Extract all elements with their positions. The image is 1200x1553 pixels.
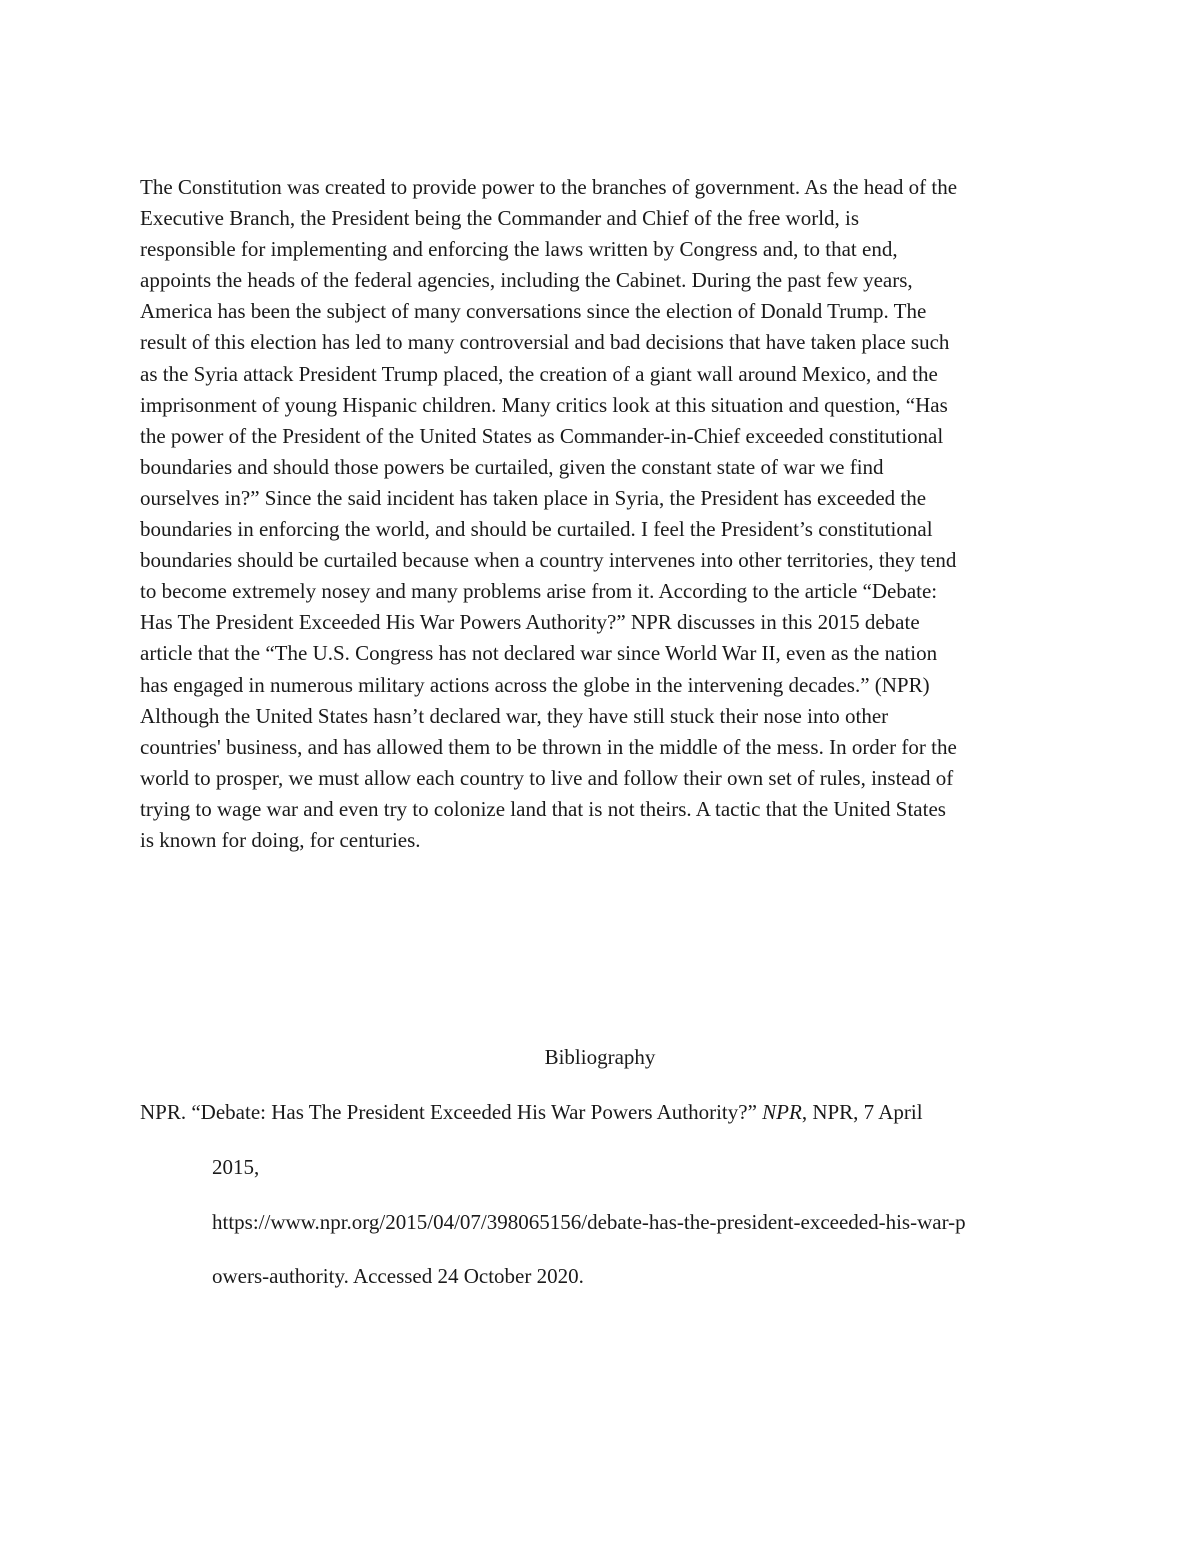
bibliography-heading: Bibliography <box>544 1045 656 1069</box>
paragraph-line: America has been the subject of many conversations since the election of Donald Trump. The <box>140 299 927 324</box>
paragraph-line: imprisonment of young Hispanic children. Many critics look at this situation and question, “Has <box>140 392 948 417</box>
citation-suffix: , NPR, 7 April <box>801 1100 923 1124</box>
essay-paragraph <box>140 172 1070 856</box>
paragraph-line: as the Syria attack President Trump placed, the creation of a giant wall around Mexico, and the <box>140 361 938 386</box>
paragraph-line: world to prosper, we must allow each country to live and follow their own set of rules, instead of <box>140 765 954 790</box>
paragraph-line: Executive Branch, the President being the Commander and Chief of the free world, is <box>140 206 860 231</box>
paragraph-line: to become extremely nosey and many problems arise from it. According to the article “Debate: <box>140 579 938 604</box>
paragraph-line: countries' business, and has allowed them to be thrown in the middle of the mess. In order for the <box>140 734 957 759</box>
paragraph-line: responsible for implementing and enforcing the laws written by Congress and, to that end, <box>140 237 898 262</box>
citation-source-title: NPR <box>762 1100 802 1124</box>
paragraph-line: article that the “The U.S. Congress has not declared war since World War II, even as the nation <box>140 641 938 666</box>
paragraph-line: appoints the heads of the federal agencies, including the Cabinet. During the past few years, <box>140 268 913 293</box>
paragraph-line: boundaries in enforcing the world, and should be curtailed. I feel the President’s constitutional <box>140 517 933 542</box>
paragraph-line: boundaries and should those powers be curtailed, given the constant state of war we find <box>140 454 884 479</box>
paragraph-line: is known for doing, for centuries. <box>140 827 421 852</box>
paragraph-line: result of this election has led to many controversial and bad decisions that have taken place such <box>140 330 950 355</box>
paragraph-line: ourselves in?” Since the said incident has taken place in Syria, the President has exceeded the <box>140 485 927 510</box>
paragraph-line: Has The President Exceeded His War Powers Authority?” NPR discusses in this 2015 debate <box>140 610 920 635</box>
bibliography-entry-line-1 <box>140 1097 923 1128</box>
bibliography-entry-line-2: 2015, <box>212 1155 260 1179</box>
paragraph-line: Although the United States hasn’t declared war, they have still stuck their nose into other <box>140 703 889 728</box>
bibliography-entry-access-date: owers-authority. Accessed 24 October 2020. <box>212 1264 584 1288</box>
citation-prefix: NPR. “Debate: Has The President Exceeded His War Powers Authority?” <box>140 1100 763 1124</box>
paragraph-line: the power of the President of the United States as Commander-in-Chief exceeded constitutional <box>140 423 944 448</box>
paragraph-line: trying to wage war and even try to colonize land that is not theirs. A tactic that the United States <box>140 796 946 821</box>
paragraph-line: boundaries should be curtailed because when a country intervenes into other territories, they tend <box>140 548 957 573</box>
bibliography-entry-url: https://www.npr.org/2015/04/07/398065156/debate-has-the-president-exceeded-his-war-p <box>212 1210 966 1234</box>
paragraph-line: The Constitution was created to provide power to the branches of government. As the head of the <box>140 175 958 199</box>
paragraph-line: has engaged in numerous military actions across the globe in the intervening decades.” (NPR) <box>140 672 930 697</box>
